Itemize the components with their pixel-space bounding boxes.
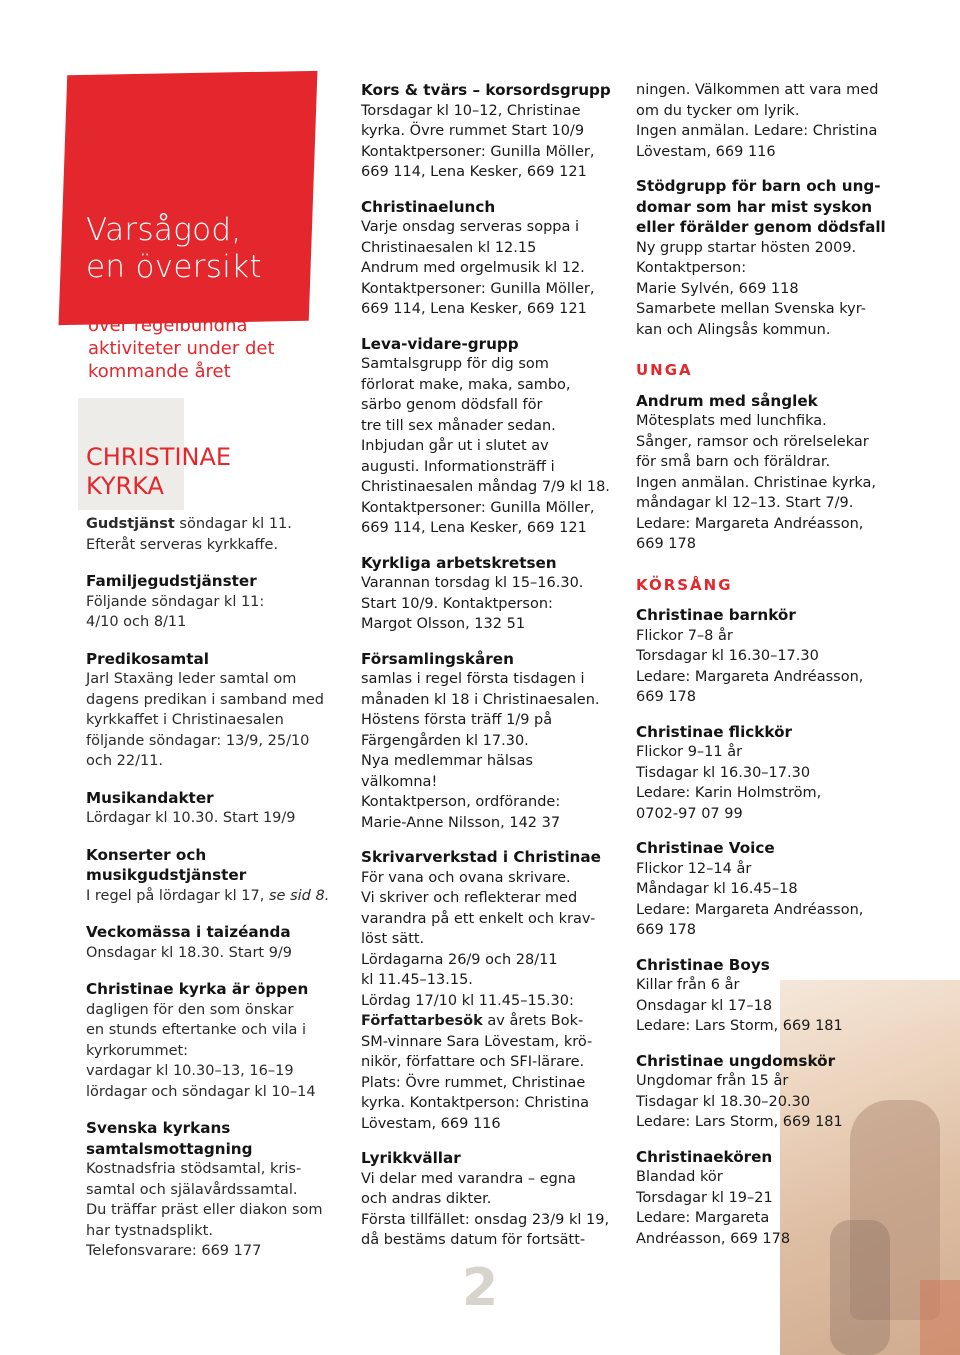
activity-description <box>361 669 616 833</box>
col1-list <box>86 571 341 1262</box>
activity-description <box>86 669 341 772</box>
activity-item <box>636 955 891 1037</box>
activity-description <box>86 1000 341 1103</box>
activity-item <box>361 1148 616 1251</box>
page-title: Varsågod, en översikt <box>86 212 262 285</box>
activity-item <box>86 979 341 1102</box>
activity-item <box>361 649 616 834</box>
activity-item <box>86 1118 341 1262</box>
activity-title: Kyrkliga arbetskretsen <box>361 553 557 572</box>
activity-description <box>636 975 891 1037</box>
activity-description <box>86 808 341 829</box>
activity-text: Mötesplats med lunchfika. Sånger, ramsor och rörelselekar för små barn och föräldrar. Ingen anmälan. Christinae kyrka, måndagar kl 12–13. Start 7/9. Ledare: Margareta Andréasson, 669 178 <box>636 413 877 552</box>
section-heading-unga: UNGA <box>636 361 693 379</box>
activity-description <box>636 626 891 708</box>
activity-text: För vana och ovana skrivare. Vi skriver och reflekterar med varandra på ett enkelt och krav- löst sätt. Lördagarna 26/9 och 28/11 kl 11.45–13.15. Lördag 17/10 kl 11.45–15.30: <box>361 869 596 1009</box>
activity-item <box>636 1051 891 1133</box>
col3-top-list <box>636 176 891 340</box>
activity-item <box>636 391 891 555</box>
activity-description <box>361 354 616 539</box>
activity-title: Leva-vidare-grupp <box>361 334 519 353</box>
activity-title: Musikandakter <box>86 788 214 807</box>
activity-title: Predikosamtal <box>86 649 209 668</box>
activity-text: Onsdagar kl 18.30. Start 9/9 <box>86 944 293 961</box>
activity-item <box>361 197 616 320</box>
activity-title: Christinae Boys <box>636 955 770 974</box>
activity-text-continued: av årets Bok- SM-vinnare Sara Lövestam, krö- nikör, författare och SFI-lärare. Plats: Övre rummet, Christinae kyrka. Kontaktperson: Christina Lövestam, 669 116 <box>361 1013 593 1132</box>
activity-text: Varje onsdag serveras soppa i Christinaesalen kl 12.15 Andrum med orgelmusik kl 12. Kontaktpersoner: Gunilla Möller, 669 114, Lena Kesker, 669 121 <box>361 219 595 317</box>
activity-description <box>636 1167 891 1249</box>
activity-text: Flickor 9–11 år Tisdagar kl 16.30–17.30 Ledare: Karin Holmström, 0702-97 07 99 <box>636 744 822 822</box>
activity-description <box>86 886 341 907</box>
activity-description <box>86 943 341 964</box>
activity-title: Familjegudstjänster <box>86 572 257 590</box>
activity-title: Christinae barnkör <box>636 606 796 624</box>
col3-unga-list <box>636 391 891 555</box>
col3-korsang-list <box>636 605 891 1249</box>
activity-description <box>636 411 891 555</box>
activity-text: Torsdagar kl 10–12, Christinae kyrka. Övre rummet Start 10/9 Kontaktpersoner: Gunilla Möller, 669 114, Lena Kesker, 669 121 <box>361 102 595 180</box>
activity-item <box>636 838 891 941</box>
activity-item <box>361 553 616 635</box>
activity-item <box>86 649 341 772</box>
activity-text: Killar från 6 år Onsdagar kl 17–18 Ledare: Lars Storm, 669 181 <box>636 977 843 1034</box>
activity-title: Kors & tvärs – korsordsgrupp <box>361 81 611 99</box>
column-1 <box>86 514 341 1278</box>
activity-title: Lyrikkvällar <box>361 1149 461 1167</box>
activity-title: Andrum med sånglek <box>636 391 818 410</box>
activity-description <box>361 1169 616 1251</box>
activity-description <box>636 742 891 824</box>
activity-text: Samtalsgrupp för dig som förlorat make, maka, sambo, särbo genom dödsfall för tre till sex månader sedan. Inbjudan går ut i slutet av augusti. Informationsträff i Christinaesalen måndag 7/9 kl 18. Kontaktpersoner: Gunilla Möller, 669 114, Lena Kesker, 669 121 <box>361 356 610 536</box>
activity-text: Lördagar kl 10.30. Start 19/9 <box>86 810 296 826</box>
activity-title: Veckomässa i taizéanda <box>86 923 291 941</box>
activity-title: Christinae Voice <box>636 839 775 857</box>
activity-item <box>636 605 891 708</box>
activity-item <box>86 922 341 963</box>
activity-reference: se sid 8. <box>268 887 330 904</box>
activity-title: Christinae flickkör <box>636 722 792 741</box>
activity-title: Christinaelunch <box>361 197 496 216</box>
column-2 <box>361 80 616 1265</box>
activity-title: Christinae kyrka är öppen <box>86 980 309 998</box>
activity-text: dagligen för den som önskar en stunds eftertanke och vila i kyrkorummet: vardagar kl 10.30–13, 16–19 lördagar och söndagar kl 10–14 <box>86 1001 316 1100</box>
activity-description <box>361 217 616 320</box>
activity-text: Jarl Staxäng leder samtal om dagens predikan i samband med kyrkkaffet i Christinaesalen följande söndagar: 13/9, 25/10 och 22/11. <box>86 671 324 769</box>
activity-text: Blandad kör Torsdagar kl 19–21 Ledare: Margareta Andréasson, 669 178 <box>636 1169 791 1247</box>
activity-item <box>636 1147 891 1250</box>
activity-text: Följande söndagar kl 11: 4/10 och 8/11 <box>86 593 265 630</box>
activity-description <box>86 1159 341 1262</box>
activity-text: Kostnadsfria stödsamtal, kris- samtal och själavårdssamtal. Du träffar präst eller diakon som har tystnadsplikt. Telefonsvarare: 669 177 <box>86 1161 323 1259</box>
intro-lead: Gudstjänst <box>86 516 175 532</box>
activity-text: Varannan torsdag kl 15–16.30. Start 10/9. Kontaktperson: Margot Olsson, 132 51 <box>361 575 584 632</box>
activity-title: Christinae ungdomskör <box>636 1051 836 1070</box>
activity-description <box>361 868 616 1135</box>
activity-item <box>86 845 341 907</box>
activity-title: Stödgrupp för barn och ung- domar som har mist syskon eller förälder genom dödsfall <box>636 177 886 236</box>
photo-floor-detail <box>920 1280 960 1355</box>
activity-title: Svenska kyrkans samtalsmottagning <box>86 1119 253 1158</box>
activity-item <box>86 788 341 829</box>
activity-description <box>636 1071 891 1133</box>
activity-text: Flickor 7–8 år Torsdagar kl 16.30–17.30 Ledare: Margareta Andréasson, 669 178 <box>636 627 864 705</box>
activity-title: Skrivarverkstad i Christinae <box>361 848 601 866</box>
activity-highlight: Författarbesök <box>361 1013 483 1029</box>
church-name: CHRISTINAE KYRKA <box>86 443 232 500</box>
activity-text: I regel på lördagar kl 17, <box>86 887 269 904</box>
activity-text: Flickor 12–14 år Måndagar kl 16.45–18 Ledare: Margareta Andréasson, 669 178 <box>636 860 864 938</box>
activity-text: Ungdomar från 15 år Tisdagar kl 18.30–20.30 Ledare: Lars Storm, 669 181 <box>636 1073 843 1130</box>
intro-item <box>86 514 341 555</box>
activity-description <box>636 238 891 341</box>
activity-text: samlas i regel första tisdagen i månaden kl 18 i Christinaesalen. Höstens första träff 1/9 på Färgengården kl 17.30. Nya medlemmar hälsas välkomna! Kontaktperson, ordförande: Marie-Anne Nilsson, 142 37 <box>361 671 600 831</box>
activity-item <box>361 334 616 539</box>
continuation-text: ningen. Välkommen att vara med om du tycker om lyrik. Ingen anmälan. Ledare: Christina Lövestam, 669 116 <box>636 82 879 160</box>
title-red-block <box>59 71 318 325</box>
column-3 <box>636 80 891 1263</box>
activity-text: Ny grupp startar hösten 2009. Kontaktperson: Marie Sylvén, 669 118 Samarbete mellan Svenska kyr- kan och Alingsås kommun. <box>636 239 867 338</box>
activity-description <box>361 573 616 635</box>
activity-description <box>361 101 616 183</box>
activity-item <box>636 722 891 825</box>
activity-description <box>86 592 341 633</box>
col2-list <box>361 80 616 1251</box>
activity-text: Vi delar med varandra – egna och andras dikter. Första tillfället: onsdag 23/9 kl 19, då bestäms datum för fortsätt- <box>361 1170 610 1248</box>
activity-title: Konserter och musikgudstjänster <box>86 845 247 884</box>
activity-description <box>636 859 891 941</box>
activity-item <box>86 571 341 633</box>
activity-item <box>361 847 616 1134</box>
activity-item <box>636 176 891 340</box>
activity-title: Christinaekören <box>636 1147 773 1166</box>
section-heading-korsang: KÖRSÅNG <box>636 575 733 594</box>
page-subtitle: över regelbundna aktiviteter under det kommande året <box>88 315 275 382</box>
page-number: 2 <box>462 1258 499 1318</box>
activity-title: Församlingskåren <box>361 649 514 668</box>
intro-text: söndagar kl 11. Efteråt serveras kyrkkaffe. <box>86 516 292 553</box>
activity-item <box>361 80 616 183</box>
